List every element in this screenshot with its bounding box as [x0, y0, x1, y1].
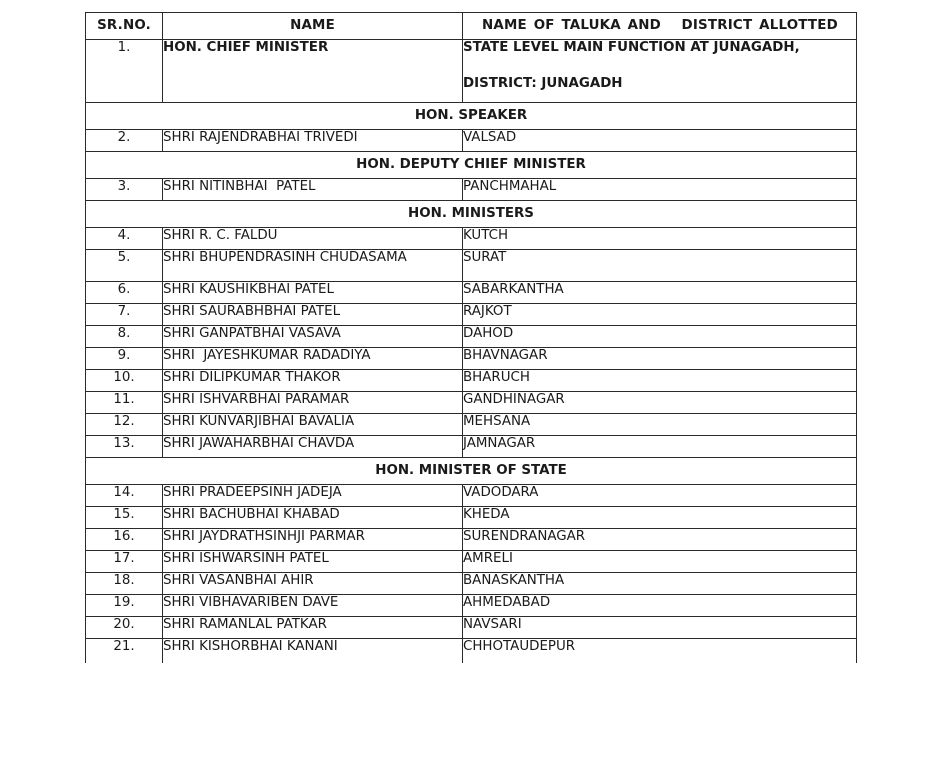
- sr-no-cell: 13.: [86, 436, 163, 458]
- table-row: [86, 179, 857, 201]
- sr-no-cell: 11.: [86, 392, 163, 414]
- table-row: [86, 436, 857, 458]
- header-name: NAME: [163, 13, 463, 40]
- table-row: [86, 392, 857, 414]
- table-row: [86, 282, 857, 304]
- section-title: HON. DEPUTY CHIEF MINISTER: [86, 152, 857, 179]
- sr-no-cell: 3.: [86, 179, 163, 201]
- section-row-deputy-cm: [86, 152, 857, 179]
- section-row-speaker: [86, 103, 857, 130]
- table-row: [86, 250, 857, 282]
- name-cell: SHRI NITINBHAI PATEL: [163, 179, 463, 201]
- name-cell: SHRI JAYDRATHSINHJI PARMAR: [163, 529, 463, 551]
- sr-no-cell: 4.: [86, 228, 163, 250]
- sr-no-cell: 18.: [86, 573, 163, 595]
- district-cell: MEHSANA: [463, 414, 857, 436]
- table-row: [86, 228, 857, 250]
- district-cell: SURAT: [463, 250, 857, 282]
- sr-no-cell: 16.: [86, 529, 163, 551]
- table-row: [86, 595, 857, 617]
- district-cell: PANCHMAHAL: [463, 179, 857, 201]
- name-cell: SHRI JAYESHKUMAR RADADIYA: [163, 348, 463, 370]
- district-cell: [463, 40, 857, 103]
- name-cell: SHRI PRADEEPSINH JADEJA: [163, 485, 463, 507]
- sr-no-cell: 14.: [86, 485, 163, 507]
- name-cell: SHRI R. C. FALDU: [163, 228, 463, 250]
- district-line-1: STATE LEVEL MAIN FUNCTION AT JUNAGADH,: [463, 40, 800, 55]
- table-row: [86, 551, 857, 573]
- section-row-mos: [86, 458, 857, 485]
- district-cell: SURENDRANAGAR: [463, 529, 857, 551]
- sr-no-cell: 2.: [86, 130, 163, 152]
- district-cell: VADODARA: [463, 485, 857, 507]
- name-cell: SHRI ISHWARSINH PATEL: [163, 551, 463, 573]
- name-cell: SHRI KUNVARJIBHAI BAVALIA: [163, 414, 463, 436]
- name-cell: SHRI KISHORBHAI KANANI: [163, 639, 463, 664]
- table-row: [86, 304, 857, 326]
- district-cell: GANDHINAGAR: [463, 392, 857, 414]
- sr-no-cell: 5.: [86, 250, 163, 282]
- table-row: [86, 507, 857, 529]
- name-cell: SHRI RAJENDRABHAI TRIVEDI: [163, 130, 463, 152]
- district-cell: DAHOD: [463, 326, 857, 348]
- table-row: [86, 40, 857, 103]
- district-cell: NAVSARI: [463, 617, 857, 639]
- district-cell: JAMNAGAR: [463, 436, 857, 458]
- sr-no-cell: 20.: [86, 617, 163, 639]
- section-title: HON. MINISTER OF STATE: [86, 458, 857, 485]
- sr-no-cell: 19.: [86, 595, 163, 617]
- section-title: HON. SPEAKER: [86, 103, 857, 130]
- sr-no-cell: 15.: [86, 507, 163, 529]
- name-cell: SHRI VASANBHAI AHIR: [163, 573, 463, 595]
- district-cell: AMRELI: [463, 551, 857, 573]
- header-district: NAME OF TALUKA AND DISTRICT ALLOTTED: [463, 13, 857, 40]
- header-sr-no: SR.NO.: [86, 13, 163, 40]
- name-cell: SHRI VIBHAVARIBEN DAVE: [163, 595, 463, 617]
- table-row: [86, 370, 857, 392]
- table-header-row: [86, 13, 857, 40]
- section-title: HON. MINISTERS: [86, 201, 857, 228]
- district-cell: BHAVNAGAR: [463, 348, 857, 370]
- sr-no-cell: 12.: [86, 414, 163, 436]
- district-cell: SABARKANTHA: [463, 282, 857, 304]
- table-row: [86, 130, 857, 152]
- name-cell: SHRI GANPATBHAI VASAVA: [163, 326, 463, 348]
- table-row: [86, 617, 857, 639]
- sr-no-cell: 17.: [86, 551, 163, 573]
- district-cell: RAJKOT: [463, 304, 857, 326]
- section-row-ministers: [86, 201, 857, 228]
- table-row: [86, 485, 857, 507]
- table-row: [86, 529, 857, 551]
- sr-no-cell: 10.: [86, 370, 163, 392]
- name-cell: SHRI SAURABHBHAI PATEL: [163, 304, 463, 326]
- district-cell: KHEDA: [463, 507, 857, 529]
- district-line-2: DISTRICT: JUNAGADH: [463, 76, 623, 91]
- sr-no-cell: 21.: [86, 639, 163, 664]
- sr-no-cell: 8.: [86, 326, 163, 348]
- district-cell: AHMEDABAD: [463, 595, 857, 617]
- table-row: [86, 414, 857, 436]
- name-cell: SHRI KAUSHIKBHAI PATEL: [163, 282, 463, 304]
- name-cell: SHRI RAMANLAL PATKAR: [163, 617, 463, 639]
- table-row: [86, 326, 857, 348]
- allotment-table: [85, 12, 857, 663]
- district-cell: CHHOTAUDEPUR: [463, 639, 857, 664]
- sr-no-cell: 1.: [86, 40, 163, 103]
- name-cell: SHRI BACHUBHAI KHABAD: [163, 507, 463, 529]
- name-cell: SHRI JAWAHARBHAI CHAVDA: [163, 436, 463, 458]
- district-cell: BHARUCH: [463, 370, 857, 392]
- sr-no-cell: 7.: [86, 304, 163, 326]
- table-row: [86, 348, 857, 370]
- district-cell: BANASKANTHA: [463, 573, 857, 595]
- table-row: [86, 639, 857, 664]
- sr-no-cell: 6.: [86, 282, 163, 304]
- district-cell: KUTCH: [463, 228, 857, 250]
- sr-no-cell: 9.: [86, 348, 163, 370]
- name-cell: SHRI ISHVARBHAI PARAMAR: [163, 392, 463, 414]
- table-row: [86, 573, 857, 595]
- district-cell: VALSAD: [463, 130, 857, 152]
- name-cell: HON. CHIEF MINISTER: [163, 40, 463, 103]
- name-cell: SHRI BHUPENDRASINH CHUDASAMA: [163, 250, 463, 282]
- name-cell: SHRI DILIPKUMAR THAKOR: [163, 370, 463, 392]
